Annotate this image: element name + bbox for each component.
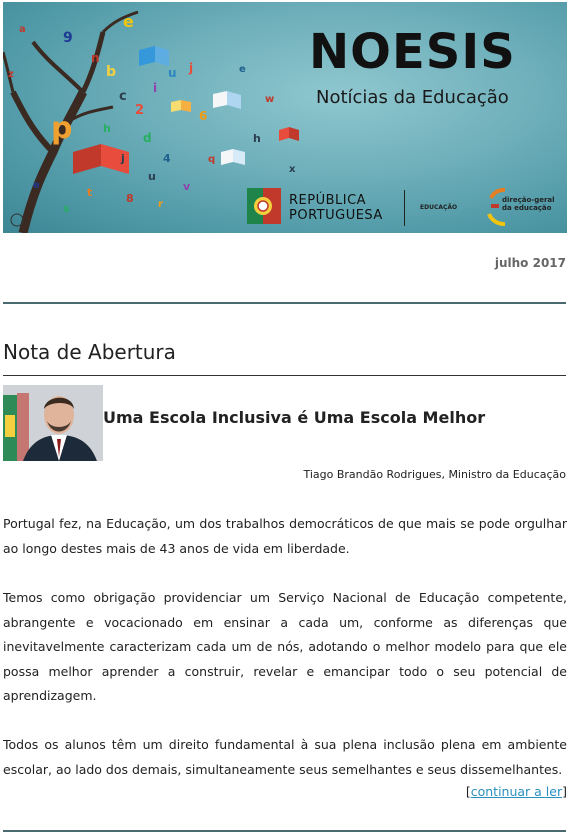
svg-text:p: p (51, 111, 73, 146)
svg-text:x: x (289, 164, 296, 175)
article-paragraph: Temos como obrigação providenciar um Serviço Nacional de Educação competente, abrangente e vocacionado em ensinar a cada um, conforme as diferenças que inevitavelmente caracterizam cada um de nós, adotando o melhor modelo para que ele possa melhor aprender a construir, revelar e emancipar todo o seu potencial de aprendizagem. (3, 590, 567, 703)
svg-text:6: 6 (199, 109, 208, 123)
republica-portuguesa-label: REPÚBLICA PORTUGUESA (289, 193, 383, 223)
ministry-label: EDUCAÇÃO (420, 204, 458, 211)
svg-text:i: i (153, 81, 158, 95)
newsletter-title: NOESIS (309, 24, 516, 80)
svg-text:s: s (63, 202, 70, 215)
svg-text:z: z (8, 69, 14, 80)
svg-text:w: w (265, 94, 275, 105)
svg-text:8: 8 (126, 192, 134, 205)
letters-decoration (8, 12, 296, 215)
svg-text:d: d (143, 131, 152, 145)
svg-text:u: u (168, 66, 177, 80)
svg-text:c: c (119, 89, 127, 104)
republica-emblem (247, 188, 281, 224)
svg-text:n: n (91, 51, 100, 65)
svg-text:u: u (148, 170, 156, 183)
section-divider (3, 375, 566, 376)
article-paragraph: Todos os alunos têm um direito fundamental à sua plena inclusão plena em ambiente escolar, ao lado dos demais, simultaneamente seus semelhantes e seus dissemelhantes. (3, 737, 567, 777)
svg-text:4: 4 (163, 152, 171, 165)
read-more-link[interactable]: continuar a ler (470, 784, 563, 799)
svg-text:a: a (19, 24, 26, 35)
svg-text:j: j (189, 61, 194, 75)
footer-divider (3, 830, 566, 832)
svg-text:e: e (123, 12, 134, 31)
svg-text:h: h (103, 122, 111, 135)
newsletter-subtitle: Notícias da Educação (316, 87, 509, 108)
article-paragraph: Portugal fez, na Educação, um dos trabalhos democráticos de que mais se pode orgulhar ao longo destes mais de 43 anos de vida em liberdade. (3, 516, 567, 556)
article-headline: Uma Escola Inclusiva é Uma Escola Melhor (103, 408, 486, 427)
svg-text:9: 9 (63, 30, 73, 46)
svg-text:h: h (253, 132, 261, 145)
dge-label: direção-geral da educação (502, 196, 555, 212)
newsletter-banner (3, 2, 567, 233)
svg-text:t: t (87, 186, 93, 199)
svg-text:2: 2 (135, 103, 145, 118)
svg-text:r: r (158, 199, 163, 210)
svg-text:e: e (239, 64, 246, 75)
svg-text:e: e (33, 180, 40, 191)
article-author: Tiago Brandão Rodrigues, Ministro da Educação (303, 468, 566, 481)
section-title: Nota de Abertura (3, 340, 176, 364)
svg-text:b: b (106, 64, 117, 80)
svg-text:q: q (208, 154, 216, 165)
svg-text:j: j (121, 152, 125, 165)
svg-text:v: v (183, 180, 191, 193)
author-photo (3, 385, 103, 461)
logo-divider (404, 190, 405, 226)
issue-date: julho 2017 (494, 256, 566, 270)
read-more: [continuar a ler] (465, 784, 567, 799)
header-divider (3, 302, 566, 304)
